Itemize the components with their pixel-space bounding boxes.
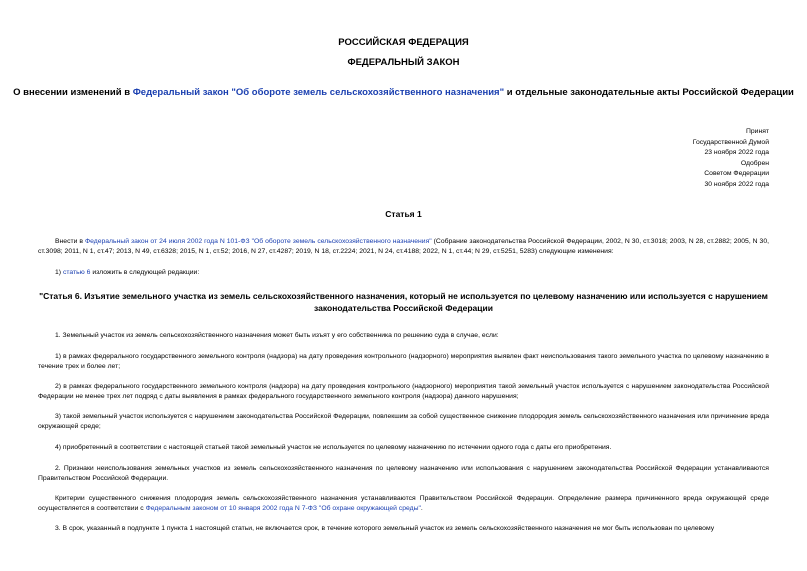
- article-6-paragraph: 1. Земельный участок из земель сельскохозяйственного назначения может быть изъят у его собственника по решению суда в случае, если:: [55, 332, 499, 339]
- law-title: [0, 87, 807, 98]
- criteria-prefix: Критерии существенного снижения плодородия земель сельскохозяйственного назначения устанавливаются Правительством Российской Федерации. Определение размера причиненного вреда окружающей среде осуществляется в соответствии с: [38, 495, 769, 513]
- article-6-link[interactable]: статью 6: [62, 269, 91, 276]
- adoption-line: Принят: [745, 128, 769, 135]
- country-heading: РОССИЙСКАЯ ФЕДЕРАЦИЯ: [338, 37, 469, 48]
- article-6-paragraph: 2) в рамках федерального государственного земельного контроля (надзора) на дату проведения контрольного (надзорного) мероприятия такой земельный участок используется с нарушением законодательства Российской Федерации не менее трех лет подряд с даты выявления в рамках федерального государственного земельного контроля (надзора) данного нарушения;: [38, 383, 769, 401]
- article-6-paragraph-criteria: [38, 494, 769, 515]
- adoption-line: Одобрен: [740, 159, 769, 167]
- item1-prefix: 1): [55, 269, 63, 276]
- adoption-block: [693, 127, 769, 191]
- adoption-line: Государственной Думой: [692, 138, 769, 146]
- title-suffix: и отдельные законодательные акты Российской Федерации: [504, 87, 794, 98]
- article-6-paragraph: 2. Признаки неиспользования земельных участков из земель сельскохозяйственного назначения по целевому назначению или использования с нарушением законодательства Российской Федерации устанавливаются Правительством Российской Федерации.: [38, 465, 769, 483]
- article-1-item-1: [38, 268, 769, 278]
- article-6-paragraph: 4) приобретенный в соответствии с настоящей статьей такой земельный участок не используется по целевому назначению по истечении одного года с даты его приобретения.: [55, 444, 612, 451]
- intro-law-link[interactable]: Федеральный закон от 24 июля 2002 года N 101-ФЗ "Об обороте земель сельскохозяйственного назначения": [84, 238, 432, 245]
- item1-suffix: изложить в следующей редакции:: [90, 269, 200, 276]
- article-6-paragraph: 3) такой земельный участок используется с нарушением законодательства Российской Федерации, повлекшим за собой существенное снижение плодородия земель сельскохозяйственного назначения или причинение вреда окружающей среде;: [38, 413, 769, 431]
- adoption-line: 30 ноября 2022 года: [704, 180, 769, 188]
- article-6-heading: "Статья 6. Изъятие земельного участка из земель сельскохозяйственного назначения, который не используется по целевому назначению или используется с нарушением законодательства Российской Федерации: [39, 291, 768, 313]
- title-law-link[interactable]: Федеральный закон "Об обороте земель сельскохозяйственного назначения": [132, 87, 505, 98]
- article-6-paragraph: 3. В срок, указанный в подпункте 1 пункта 1 настоящей статьи, не включается срок, в течение которого земельный участок из земель сельскохозяйственного назначения не мог быть использован по целевому: [55, 525, 715, 532]
- environment-law-link[interactable]: Федеральным законом от 10 января 2002 года N 7-ФЗ "Об охране окружающей среды": [145, 505, 421, 513]
- document-type-heading: ФЕДЕРАЛЬНЫЙ ЗАКОН: [347, 57, 460, 68]
- adoption-line: Советом Федерации: [704, 170, 769, 178]
- title-prefix: О внесении изменений в: [13, 87, 133, 98]
- adoption-line: 23 ноября 2022 года: [704, 149, 769, 157]
- article-6-paragraph: 1) в рамках федерального государственного земельного контроля (надзора) на дату проведения контрольного (надзорного) мероприятия выявлен факт неиспользования такого земельного участка по целевому назначению в течение трех и более лет;: [38, 353, 769, 371]
- article-1-intro: [38, 237, 769, 258]
- intro-prefix: Внести в: [55, 238, 85, 245]
- intro-suffix: (Собрание законодательства Российской Федерации, 2002, N 30, ст.3018; 2003, N 28, ст.2882; 2005, N 30, ст.3098; 2011, N 1, ст.47; 2013, N 49, ст.6328; 2015, N 1, ст.52; 2016, N 27, ст.4287; 2019, N 18, ст.2224; 2021, N 24, ст.4188; 2022, N 1, ст.44; N 29, ст.5251, 5283) следующие изменения:: [38, 238, 770, 256]
- article-1-heading: Статья 1: [385, 209, 422, 219]
- criteria-suffix: .: [420, 505, 423, 513]
